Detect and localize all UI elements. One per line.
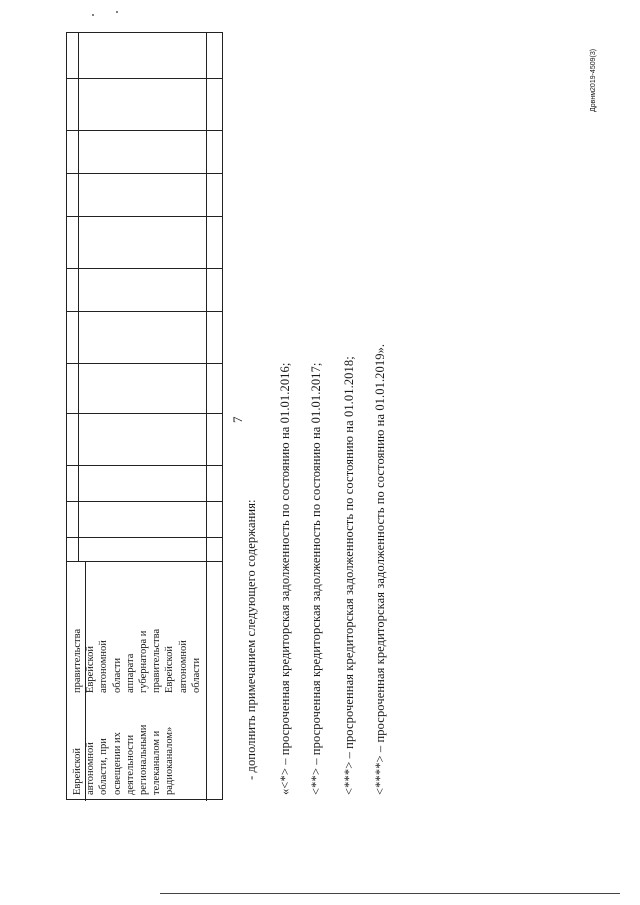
notes-intro: - дополнить примечанием следующего содержания: <box>244 499 258 780</box>
cell-line: телеканалом и <box>151 730 163 795</box>
table-column-divider <box>67 216 222 217</box>
table-column-divider <box>67 537 222 538</box>
cell-line: губернатора и <box>138 630 150 693</box>
table-column-divider <box>67 268 222 269</box>
cell-line: деятельности <box>124 734 136 795</box>
cell-line: правительства <box>72 628 83 693</box>
cell-line: Еврейской <box>72 748 83 795</box>
page-number: 7 <box>230 416 245 423</box>
table <box>66 32 223 800</box>
cell-line: области <box>111 657 123 693</box>
table-row-divider <box>206 33 207 801</box>
note-line-4: <****> – просроченная кредиторская задолженность по состоянию на 01.01.2019». <box>373 343 387 795</box>
table-column-divider <box>67 78 222 79</box>
cell-line: радиоканалом» <box>164 726 176 795</box>
table-column-divider <box>67 173 222 174</box>
cell-line: автономной <box>85 742 97 795</box>
table-row-divider <box>78 33 79 561</box>
cell-line: автономной <box>98 640 110 693</box>
cell-line: освещении их <box>111 732 123 795</box>
note-line-1: «<*> – просроченная кредиторская задолженность по состоянию на 01.01.2016; <box>278 362 292 795</box>
cell-line: области, при <box>98 738 110 795</box>
table-column-divider <box>67 413 222 414</box>
note-line-3: <***> – просроченная кредиторская задолженность по состоянию на 01.01.2018; <box>342 356 356 795</box>
bottom-rule <box>160 893 620 894</box>
scan-mark <box>116 11 118 13</box>
document-code: Дрвнм2019-4509(3) <box>590 48 597 112</box>
cell-line: аппарата <box>124 653 136 693</box>
cell-line: региональными <box>138 724 150 795</box>
cell-line: автономной <box>177 640 189 693</box>
table-column-divider <box>67 501 222 502</box>
note-line-2: <**> – просроченная кредиторская задолженность по состоянию на 01.01.2017; <box>309 362 323 795</box>
cell-line: области <box>190 657 202 693</box>
table-cell-executor <box>71 563 203 693</box>
cell-line: правительства <box>151 628 163 693</box>
table-column-divider <box>67 561 222 562</box>
table-column-divider <box>67 465 222 466</box>
cell-line: Еврейской <box>85 646 97 693</box>
scan-mark <box>92 14 94 16</box>
table-column-divider <box>67 363 222 364</box>
table-column-divider <box>67 130 222 131</box>
cell-line: Еврейской <box>164 646 176 693</box>
table-column-divider <box>67 311 222 312</box>
